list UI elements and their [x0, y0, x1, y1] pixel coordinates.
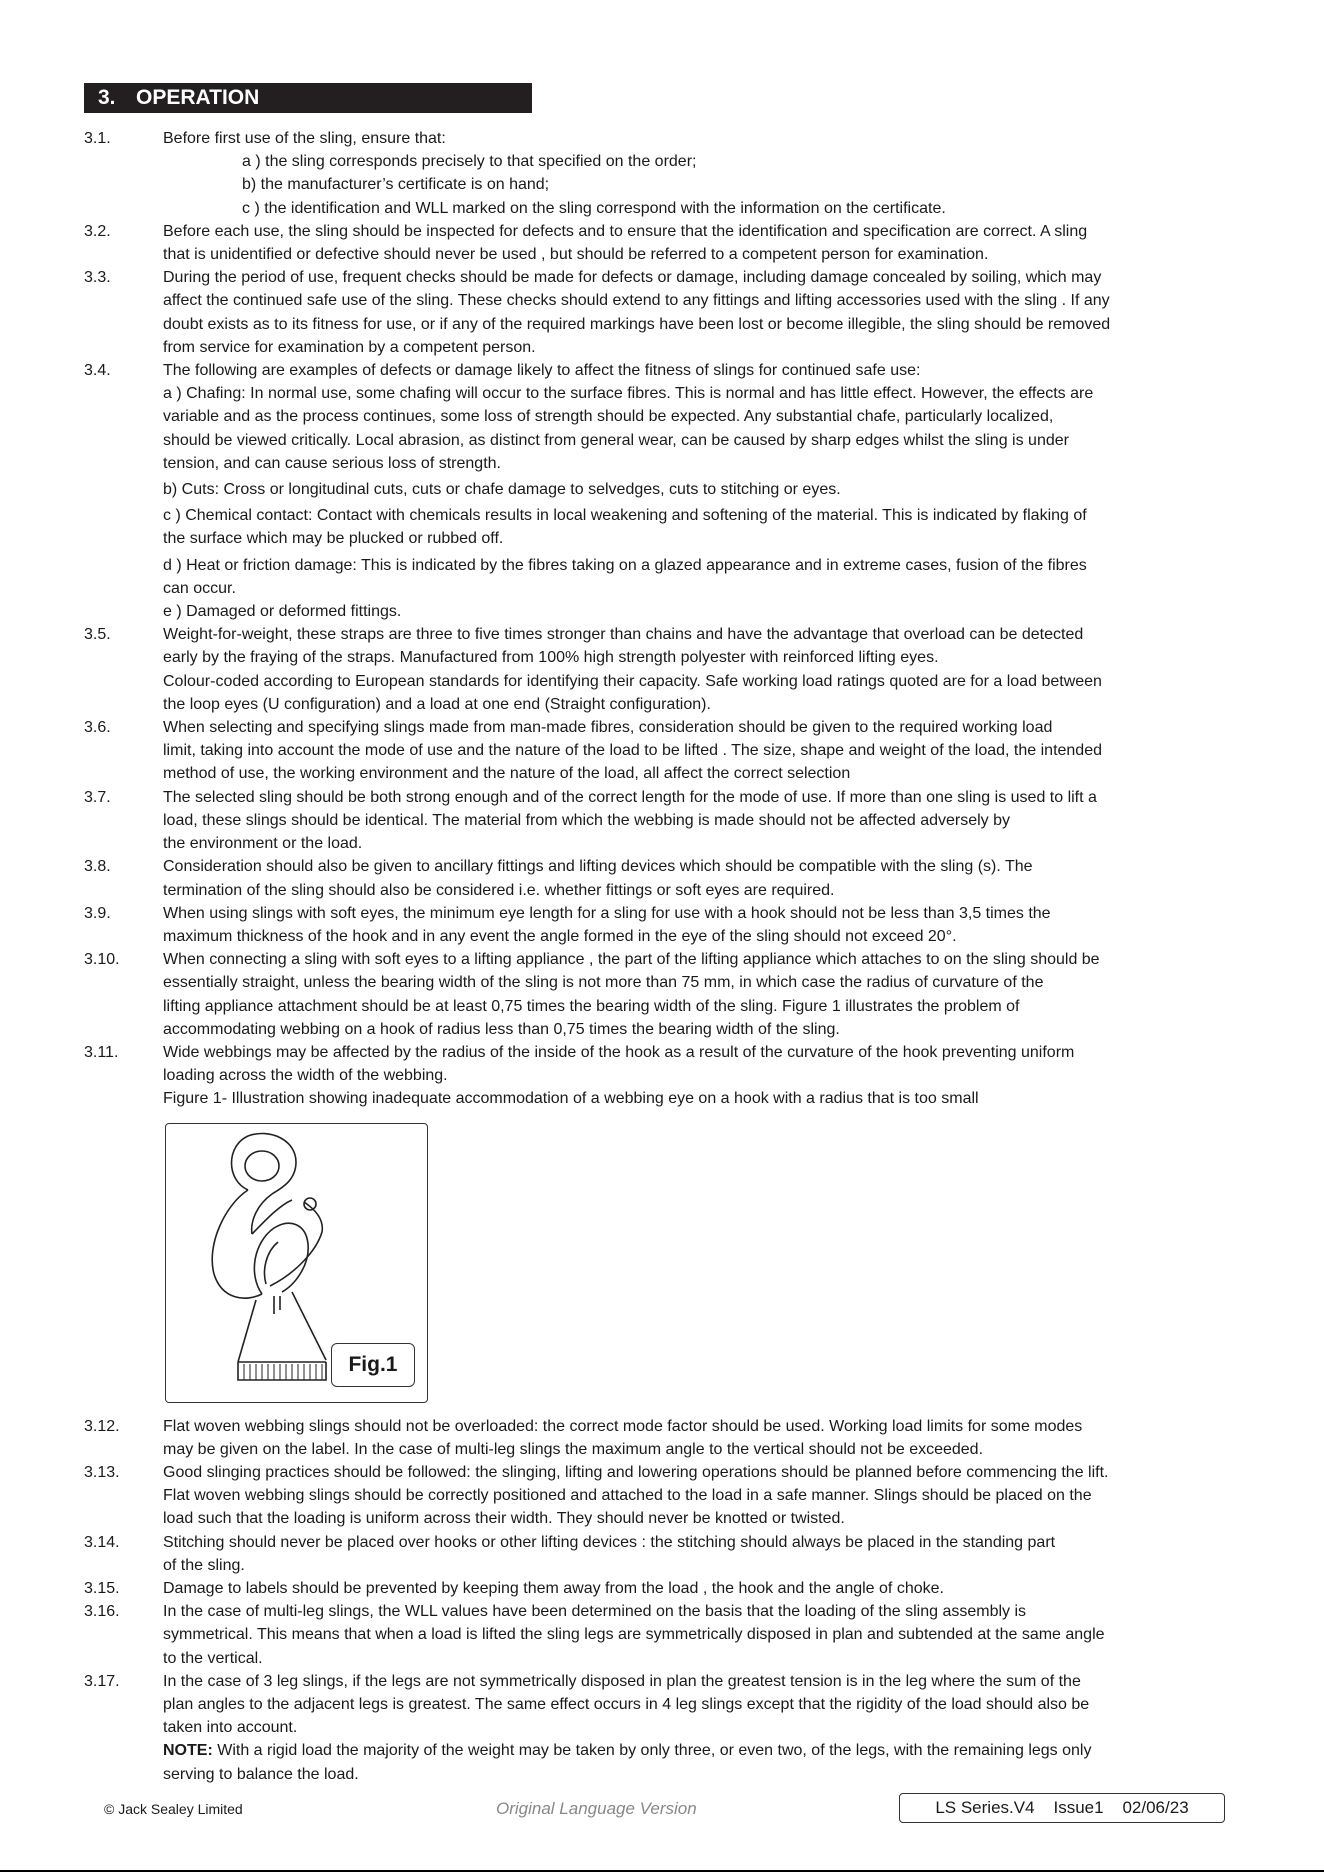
clause-text: plan angles to the adjacent legs is greatest. The same effect occurs in 4 leg slings except that the rigidity of the load should also be: [163, 1695, 1090, 1713]
clause-line: [163, 646, 1244, 669]
clause-number: 3.10.: [84, 951, 120, 969]
issue-text: Issue1: [1053, 1798, 1104, 1817]
version-box: [899, 1793, 1225, 1823]
clause-text: can occur.: [163, 579, 236, 597]
clause-number: 3.12.: [84, 1417, 120, 1435]
clause-text: With a rigid load the majority of the weight may be taken by only three, or even two, of the legs, with the remaining legs only: [212, 1742, 1092, 1760]
clause-text: the surface which may be plucked or rubbed off.: [163, 530, 504, 548]
clause-number: 3.1.: [84, 130, 111, 147]
clause-number: 3.6.: [84, 719, 111, 737]
clause-text: essentially straight, unless the bearing width of the sling is not more than 75 mm, in which case the radius of curvature of the: [163, 974, 1044, 992]
clause-item: [84, 1461, 1244, 1531]
clause-line: [163, 577, 1244, 600]
clause-line: [163, 1763, 1244, 1786]
clause-text: load such that the loading is uniform across their width. They should never be knotted or twisted.: [163, 1510, 845, 1528]
clause-line: [163, 336, 1244, 359]
note-label: NOTE:: [163, 1742, 213, 1760]
clause-line: [163, 762, 1244, 785]
clause-text: the loop eyes (U configuration) and a load at one end (Straight configuration).: [163, 695, 711, 713]
clause-line: [163, 1531, 1244, 1554]
footer: [0, 1793, 1324, 1829]
clause-text: doubt exists as to its fitness for use, or if any of the required markings have been lost or become illegible, the sling should be removed: [163, 315, 1111, 333]
clause-text: accommodating webbing on a hook of radius less than 0,75 times the bearing width of the sling.: [163, 1020, 840, 1038]
clause-text: may be given on the label. In the case of multi-leg slings the maximum angle to the vertical should not be exceeded.: [163, 1440, 984, 1458]
content: [84, 127, 1244, 1786]
clause-number: 3.16.: [84, 1603, 120, 1621]
clause-text: b) Cuts: Cross or longitudinal cuts, cuts or chafe damage to selvedges, cuts to stitching or eyes.: [163, 481, 841, 499]
clause-line: [163, 1087, 1244, 1110]
clause-text: serving to balance the load.: [163, 1765, 359, 1783]
clause-item: [84, 1041, 1244, 1111]
clause-text: Flat woven webbing slings should not be overloaded: the correct mode factor should be used. Working load limits for some modes: [163, 1417, 1083, 1435]
clause-line: [163, 716, 1244, 739]
section-number: 3.: [98, 86, 116, 109]
clause-line: [163, 902, 1244, 925]
clause-line: [163, 382, 1244, 405]
clause-text: early by the fraying of the straps. Manufactured from 100% high strength polyester with reinforced lifting eyes.: [163, 649, 939, 667]
clause-text: When selecting and specifying slings made from man-made fibres, consideration should be given to the required working load: [163, 719, 1053, 737]
clause-item: [84, 623, 1244, 716]
clause-line: [163, 197, 1244, 220]
clause-line: [163, 405, 1244, 428]
clause-text: Consideration should also be given to ancillary fittings and lifting devices which should be compatible with the sling (s). The: [163, 858, 1033, 876]
date-text: 02/06/23: [1122, 1798, 1189, 1817]
clause-line: [163, 1739, 1244, 1762]
clause-item: [84, 716, 1244, 786]
clause-line: [163, 832, 1244, 855]
clause-text: The following are examples of defects or damage likely to affect the fitness of slings for continued safe use:: [163, 362, 921, 380]
clause-text: b) the manufacturer’s certificate is on hand;: [242, 176, 550, 194]
clause-line: [163, 1461, 1244, 1484]
clause-number: 3.14.: [84, 1533, 120, 1551]
clause-line: [163, 554, 1244, 577]
clause-text: taken into account.: [163, 1719, 298, 1737]
items-list-1: [84, 127, 1244, 1111]
clause-line: [163, 452, 1244, 475]
clause-text: Before each use, the sling should be inspected for defects and to ensure that the identification and specification are correct. A sling: [163, 222, 1088, 240]
clause-text: During the period of use, frequent checks should be made for defects or damage, including damage concealed by soiling, which may: [163, 269, 1102, 287]
clause-text: Colour-coded according to European standards for identifying their capacity. Safe working load ratings quoted are for a load between: [163, 672, 1102, 690]
clause-line: [163, 1064, 1244, 1087]
clause-line: [163, 670, 1244, 693]
clause-text: The selected sling should be both strong enough and of the correct length for the mode of use. If more than one sling is used to lift a: [163, 788, 1097, 806]
clause-line: [163, 1415, 1244, 1438]
clause-line: [163, 359, 1244, 382]
clause-text: affect the continued safe use of the sling. These checks should extend to any fittings and lifting accessories used with the sling . If any: [163, 292, 1110, 310]
clause-line: [163, 1507, 1244, 1530]
clause-number: 3.5.: [84, 626, 111, 644]
clause-line: [163, 1600, 1244, 1623]
clause-text: method of use, the working environment and the nature of the load, all affect the correct selection: [163, 765, 851, 783]
clause-line: [163, 855, 1244, 878]
clause-text: that is unidentified or defective should never be used , but should be referred to a competent person for examination.: [163, 246, 989, 264]
clause-line: [163, 786, 1244, 809]
version-text: LS Series.V4: [935, 1798, 1035, 1817]
clause-number: 3.3.: [84, 269, 111, 287]
clause-text: to the vertical.: [163, 1649, 263, 1667]
clause-line: [163, 1693, 1244, 1716]
clause-line: [163, 995, 1244, 1018]
clause-text: variable and as the process continues, some loss of strength should be expected. Any substantial chafe, particularly localized,: [163, 408, 1054, 426]
clause-line: [163, 1670, 1244, 1693]
clause-number: 3.4.: [84, 362, 111, 380]
clause-text: Wide webbings may be affected by the radius of the inside of the hook as a result of the curvature of the hook preventing uniform: [163, 1043, 1075, 1061]
clause-line: [163, 925, 1244, 948]
clause-text: should be viewed critically. Local abrasion, as distinct from general wear, can be caused by sharp edges whilst the sling is under: [163, 431, 1069, 449]
clause-item: [84, 902, 1244, 948]
clause-item: [84, 786, 1244, 856]
clause-line: [163, 1484, 1244, 1507]
figure-label: Fig.1: [331, 1343, 415, 1387]
clause-line: [163, 623, 1244, 646]
clause-line: [163, 971, 1244, 994]
clause-line: [163, 1554, 1244, 1577]
clause-item: [84, 1577, 1244, 1600]
clause-line: [163, 289, 1244, 312]
clause-line: [163, 1577, 1244, 1600]
section-header: [84, 83, 532, 113]
figure-1: [165, 1123, 428, 1403]
clause-line: [163, 478, 1244, 501]
clause-line: [163, 1041, 1244, 1064]
clause-number: 3.13.: [84, 1463, 120, 1481]
clause-text: Before first use of the sling, ensure that:: [163, 130, 446, 147]
clause-item: [84, 948, 1244, 1041]
clause-text: Weight-for-weight, these straps are three to five times stronger than chains and have the advantage that overload can be detected: [163, 626, 1084, 644]
clause-text: e ) Damaged or deformed fittings.: [163, 603, 402, 621]
clause-item: [84, 1531, 1244, 1577]
clause-number: 3.2.: [84, 222, 111, 240]
clause-text: Damage to labels should be prevented by keeping them away from the load , the hook and the angle of choke.: [163, 1579, 944, 1597]
clause-text: c ) Chemical contact: Contact with chemicals results in local weakening and softening of the material. This is indicated by flaking of: [163, 507, 1087, 525]
clause-line: [163, 693, 1244, 716]
clause-text: c ) the identification and WLL marked on the sling correspond with the information on the certificate.: [242, 199, 946, 217]
clause-item: [84, 266, 1244, 359]
clause-text: a ) Chafing: In normal use, some chafing will occur to the surface fibres. This is normal and has little effect. However, the effects are: [163, 385, 1094, 403]
clause-line: [163, 739, 1244, 762]
clause-line: [163, 600, 1244, 623]
clause-text: Good slinging practices should be followed: the slinging, lifting and lowering operations should be planned before commencing the lift.: [163, 1463, 1109, 1481]
clause-item: [84, 127, 1244, 220]
clause-text: Stitching should never be placed over hooks or other lifting devices : the stitching should always be placed in the standing part: [163, 1533, 1056, 1551]
clause-line: [163, 243, 1244, 266]
clause-text: the environment or the load.: [163, 835, 363, 853]
clause-line: [163, 150, 1244, 173]
clause-line: [163, 429, 1244, 452]
clause-line: [163, 527, 1244, 550]
clause-item: [84, 1670, 1244, 1786]
clause-line: [163, 879, 1244, 902]
clause-text: Figure 1- Illustration showing inadequate accommodation of a webbing eye on a hook with a radius that is too small: [163, 1090, 979, 1108]
clause-text: loading across the width of the webbing.: [163, 1067, 448, 1085]
clause-text: When using slings with soft eyes, the minimum eye length for a sling for use with a hook should not be less than 3,5 times the: [163, 904, 1051, 922]
clause-line: [163, 504, 1244, 527]
clause-text: load, these slings should be identical. The material from which the webbing is made should not be affected adversely by: [163, 811, 1011, 829]
language-version-text: Original Language Version: [496, 1799, 697, 1818]
clause-text: d ) Heat or friction damage: This is indicated by the fibres taking on a glazed appearance and in extreme cases, fusion of the fibres: [163, 556, 1087, 574]
clause-line: [163, 1018, 1244, 1041]
clause-line: [163, 948, 1244, 971]
copyright-text: © Jack Sealey Limited: [104, 1801, 243, 1817]
clause-line: [163, 127, 1244, 150]
clause-number: 3.15.: [84, 1579, 120, 1597]
clause-text: a ) the sling corresponds precisely to that specified on the order;: [242, 153, 697, 171]
clause-item: [84, 220, 1244, 266]
clause-number: 3.8.: [84, 858, 111, 876]
clause-text: tension, and can cause serious loss of strength.: [163, 454, 501, 472]
clause-text: When connecting a sling with soft eyes to a lifting appliance , the part of the lifting appliance which attaches to on the sling should be: [163, 951, 1100, 969]
clause-number: 3.7.: [84, 788, 111, 806]
clause-text: termination of the sling should also be considered i.e. whether fittings or soft eyes are required.: [163, 881, 835, 899]
clause-line: [163, 1647, 1244, 1670]
clause-item: [84, 359, 1244, 623]
clause-line: [163, 1716, 1244, 1739]
clause-line: [163, 313, 1244, 336]
clause-line: [163, 220, 1244, 243]
clause-number: 3.9.: [84, 904, 111, 922]
clause-text: maximum thickness of the hook and in any event the angle formed in the eye of the sling should not exceed 20°.: [163, 927, 957, 945]
clause-text: In the case of 3 leg slings, if the legs are not symmetrically disposed in plan the greatest tension is in the leg where the sum of the: [163, 1672, 1081, 1690]
section-title: OPERATION: [136, 86, 260, 109]
clause-text: Flat woven webbing slings should be correctly positioned and attached to the load in a safe manner. Slings should be placed on the: [163, 1487, 1092, 1505]
clause-line: [163, 173, 1244, 196]
clause-line: [163, 809, 1244, 832]
items-list-2: [84, 1415, 1244, 1786]
clause-item: [84, 1600, 1244, 1670]
clause-text: from service for examination by a competent person.: [163, 338, 536, 356]
clause-line: [163, 1438, 1244, 1461]
clause-line: [163, 1623, 1244, 1646]
clause-text: limit, taking into account the mode of use and the nature of the load to be lifted . The size, shape and weight of the load, the intended: [163, 742, 1102, 760]
clause-text: of the sling.: [163, 1556, 245, 1574]
clause-line: [163, 266, 1244, 289]
clause-number: 3.11.: [84, 1043, 119, 1061]
clause-item: [84, 855, 1244, 901]
clause-number: 3.17.: [84, 1672, 120, 1690]
clause-item: [84, 1415, 1244, 1461]
clause-text: lifting appliance attachment should be at least 0,75 times the bearing width of the sling. Figure 1 illustrates the problem of: [163, 997, 1020, 1015]
clause-text: symmetrical. This means that when a load is lifted the sling legs are symmetrically disposed in plan and subtended at the same angle: [163, 1626, 1105, 1644]
clause-text: In the case of multi-leg slings, the WLL values have been determined on the basis that the loading of the sling assembly is: [163, 1603, 1027, 1621]
